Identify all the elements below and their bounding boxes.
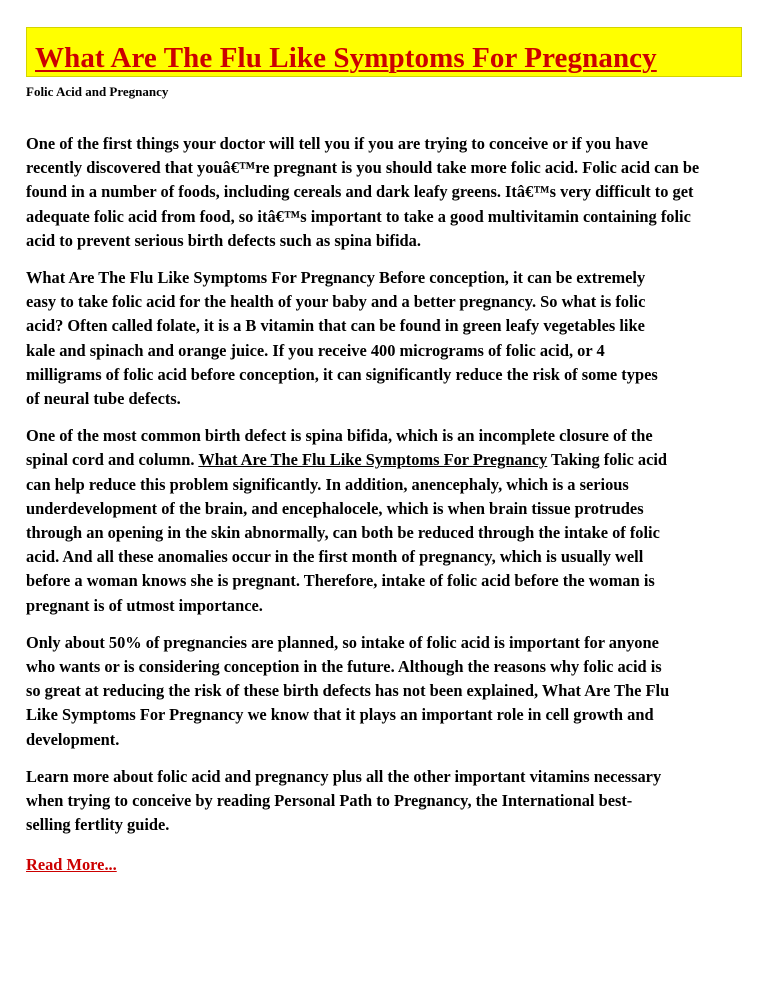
text-line: One of the most common birth defect is spina bifida, which is an incomplete closure of the [26,426,653,446]
text-line: acid to prevent serious birth defects such as spina bifida. [26,230,421,250]
paragraph-4 [26,631,766,752]
text-line [26,448,766,472]
text-line: found in a number of foods, including cereals and dark leafy greens. Itâ€™s very difficult to get [26,182,694,202]
subtitle: Folic Acid and Pregnancy [26,84,169,99]
text-line: who wants or is considering conception in the future. Although the reasons why folic acid is [26,657,662,677]
paragraph-1 [26,132,766,253]
text-line: pregnant is of utmost importance. [26,595,263,615]
paragraph-3 [26,424,766,618]
text-line: kale and spinach and orange juice. If you receive 400 micrograms of folic acid, or 4 [26,340,605,360]
text-segment: spinal cord and column. [26,450,199,470]
text-line: Like Symptoms For Pregnancy we know that it plays an important role in cell growth and [26,705,654,725]
paragraph-5 [26,765,766,838]
text-line: Learn more about folic acid and pregnancy plus all the other important vitamins necessary [26,766,662,786]
text-line: underdevelopment of the brain, and encephalocele, which is when brain tissue protrudes [26,498,644,518]
text-line: selling fertlity guide. [26,815,170,835]
text-line: acid. And all these anomalies occur in the first month of pregnancy, which is usually well [26,547,644,567]
text-line: easy to take folic acid for the health of your baby and a better pregnancy. So what is folic [26,292,646,312]
title-banner [26,27,742,77]
read-more-link[interactable]: Read More... [26,855,117,875]
inline-title-link[interactable]: What Are The Flu Like Symptoms For Pregnancy [198,450,548,470]
text-line: through an opening in the skin abnormally, can both be reduced through the intake of folic [26,523,660,543]
text-line: One of the first things your doctor will tell you if you are trying to conceive or if you have [26,134,649,153]
text-line: adequate folic acid from food, so itâ€™s important to take a good multivitamin containing folic [26,206,691,226]
text-line: milligrams of folic acid before conception, it can significantly reduce the risk of some types [26,364,658,384]
text-line: Only about 50% of pregnancies are planned, so intake of folic acid is important for anyone [26,632,659,652]
text-line: can help reduce this problem significantly. In addition, anencephaly, which is a serious [26,474,629,494]
text-segment: Taking folic acid [547,450,668,470]
text-line: acid? Often called folate, it is a B vitamin that can be found in green leafy vegetables like [26,316,645,336]
text-line: before a woman knows she is pregnant. Therefore, intake of folic acid before the woman is [26,571,655,591]
page-title[interactable]: What Are The Flu Like Symptoms For Pregnancy [35,42,657,74]
text-line: development. [26,729,120,749]
text-line: recently discovered that youâ€™re pregnant is you should take more folic acid. Folic acid can be [26,158,700,178]
text-line: when trying to conceive by reading Personal Path to Pregnancy, the International best- [26,791,633,811]
text-line: so great at reducing the risk of these birth defects has not been explained, What Are The Flu [26,681,670,701]
article-body [26,132,766,878]
text-line: of neural tube defects. [26,389,181,409]
paragraph-2 [26,266,766,411]
text-line: What Are The Flu Like Symptoms For Pregnancy Before conception, it can be extremely [26,268,646,288]
